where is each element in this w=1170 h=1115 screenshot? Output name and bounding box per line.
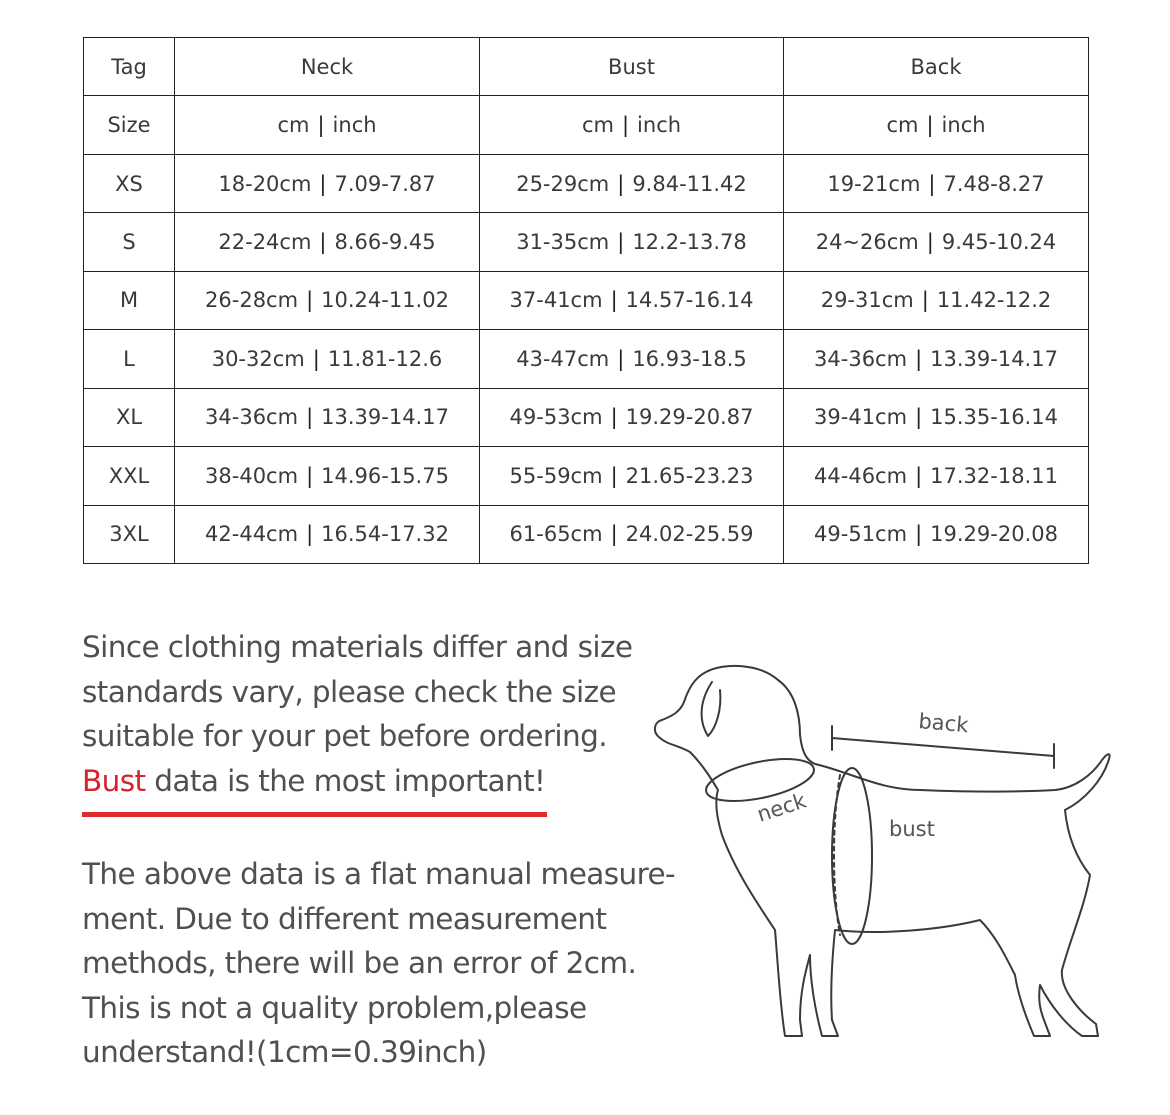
back-cell (784, 271, 1089, 329)
unit-separator: | (926, 113, 934, 138)
unit-inch: inch (332, 113, 377, 138)
unit-inch: inch (637, 113, 682, 138)
note-line: suitable for your pet before ordering. (82, 719, 607, 753)
bust-cell (480, 213, 784, 271)
value-separator: | (319, 230, 327, 255)
note-line: standards vary, please check the size (82, 674, 617, 709)
table-row (84, 154, 1089, 212)
dog-outline (655, 666, 1110, 1036)
unit-cm: cm (886, 113, 919, 138)
value-separator: | (306, 288, 314, 313)
bust-label: bust (889, 817, 935, 841)
note-line: understand!(1cm=0.39inch) (82, 1035, 487, 1069)
value-separator: | (306, 522, 314, 547)
value-separator: | (926, 230, 934, 255)
table-row (84, 271, 1089, 329)
note-line: ment. Due to different measurement (82, 901, 607, 936)
neck-cell (175, 213, 480, 271)
neck-inch-value: 11.81-12.6 (327, 346, 443, 371)
neck-cell (175, 447, 480, 505)
back-inch-value: 9.45-10.24 (941, 230, 1057, 255)
back-cell (784, 388, 1089, 446)
units-bust (480, 96, 784, 154)
note-line: This is not a quality problem,please (82, 990, 587, 1025)
bust-inch-value: 19.29-20.87 (625, 405, 754, 430)
back-cm-value: 19-21cm (827, 171, 921, 196)
table-row (84, 447, 1089, 505)
neck-cm-value: 30-32cm (211, 346, 305, 371)
units-size-label: Size (84, 96, 175, 154)
back-inch-value: 15.35-16.14 (930, 405, 1058, 430)
table-row (84, 388, 1089, 446)
bust-cm-value: 25-29cm (516, 171, 610, 196)
bust-highlight: Bust (82, 763, 146, 798)
red-underline (82, 812, 547, 817)
bust-cm-value: 37-41cm (509, 288, 603, 313)
back-cell (784, 447, 1089, 505)
bust-cm-value: 61-65cm (509, 522, 603, 547)
back-inch-value: 19.29-20.08 (930, 522, 1058, 547)
bust-band-dashed (834, 775, 840, 935)
bust-cm-value: 31-35cm (516, 230, 610, 255)
sizing-note (82, 625, 682, 803)
back-cell (784, 213, 1089, 271)
unit-inch: inch (941, 113, 986, 138)
unit-separator: | (621, 113, 630, 138)
neck-inch-value: 16.54-17.32 (321, 522, 449, 547)
value-separator: | (915, 463, 923, 488)
note-line-bust-important (82, 759, 682, 804)
neck-cm-value: 38-40cm (205, 463, 299, 488)
back-cm-value: 44-46cm (814, 463, 908, 488)
neck-inch-value: 13.39-14.17 (321, 405, 449, 430)
bust-cell (480, 154, 784, 212)
value-separator: | (610, 522, 618, 547)
bust-inch-value: 9.84-11.42 (632, 171, 747, 196)
note-line: The above data is a flat manual measure- (82, 857, 676, 891)
bust-cm-value: 55-59cm (509, 463, 603, 488)
neck-cm-value: 22-24cm (218, 230, 312, 255)
back-cm-value: 24~26cm (815, 230, 919, 255)
bust-cell (480, 447, 784, 505)
neck-cm-value: 26-28cm (205, 288, 299, 313)
bust-cell (480, 388, 784, 446)
back-cm-value: 34-36cm (814, 346, 908, 371)
size-cell: XS (84, 154, 175, 212)
neck-cell (175, 388, 480, 446)
neck-cell (175, 271, 480, 329)
note-line: methods, there will be an error of 2cm. (82, 946, 637, 980)
bust-inch-value: 24.02-25.59 (625, 522, 754, 547)
value-separator: | (617, 230, 625, 255)
back-measure-line (832, 738, 1054, 756)
unit-separator: | (317, 113, 325, 138)
value-separator: | (617, 346, 625, 371)
header-bust: Bust (480, 38, 784, 96)
unit-cm: cm (277, 113, 310, 138)
table-row (84, 505, 1089, 564)
back-cm-value: 39-41cm (814, 405, 908, 430)
header-row (84, 38, 1089, 96)
value-separator: | (312, 346, 320, 371)
back-inch-value: 7.48-8.27 (943, 171, 1045, 196)
bust-inch-value: 21.65-23.23 (625, 463, 754, 488)
size-cell: XL (84, 388, 175, 446)
header-neck: Neck (175, 38, 480, 96)
neck-inch-value: 14.96-15.75 (321, 463, 449, 488)
bust-cm-value: 49-53cm (509, 405, 603, 430)
bust-inch-value: 12.2-13.78 (632, 230, 747, 255)
back-cm-value: 49-51cm (814, 522, 908, 547)
back-cell (784, 330, 1089, 388)
back-label: back (917, 709, 970, 738)
bust-inch-value: 14.57-16.14 (625, 288, 754, 313)
dog-ear (702, 682, 721, 736)
size-cell: M (84, 271, 175, 329)
bust-cell (480, 330, 784, 388)
bust-important-text: data is the most important! (145, 763, 546, 798)
back-cell (784, 505, 1089, 564)
back-cell (784, 154, 1089, 212)
unit-cm: cm (581, 113, 614, 138)
value-separator: | (928, 171, 936, 196)
value-separator: | (610, 288, 618, 313)
units-neck (175, 96, 480, 154)
bust-cell (480, 271, 784, 329)
table-row (84, 213, 1089, 271)
value-separator: | (306, 463, 314, 488)
neck-cell (175, 505, 480, 564)
bust-inch-value: 16.93-18.5 (632, 346, 747, 371)
value-separator: | (915, 522, 923, 547)
note-line: Since clothing materials differ and size (82, 630, 633, 664)
units-back (784, 96, 1089, 154)
value-separator: | (319, 171, 327, 196)
header-back: Back (784, 38, 1089, 96)
back-inch-value: 11.42-12.2 (936, 288, 1052, 313)
bust-cell (480, 505, 784, 564)
neck-inch-value: 8.66-9.45 (334, 230, 436, 255)
bust-cm-value: 43-47cm (516, 346, 610, 371)
neck-cell (175, 330, 480, 388)
value-separator: | (306, 405, 314, 430)
header-tag: Tag (84, 38, 175, 96)
size-chart-table (83, 37, 1089, 564)
size-chart-body (84, 38, 1089, 564)
value-separator: | (915, 405, 923, 430)
value-separator: | (610, 463, 618, 488)
value-separator: | (610, 405, 618, 430)
back-inch-value: 13.39-14.17 (930, 346, 1058, 371)
value-separator: | (921, 288, 929, 313)
back-inch-value: 17.32-18.11 (930, 463, 1058, 488)
measurement-note (82, 852, 702, 1075)
neck-inch-value: 7.09-7.87 (334, 171, 436, 196)
value-separator: | (915, 346, 923, 371)
size-cell: L (84, 330, 175, 388)
value-separator: | (617, 171, 625, 196)
size-cell: XXL (84, 447, 175, 505)
neck-cm-value: 42-44cm (205, 522, 299, 547)
size-cell: S (84, 213, 175, 271)
table-row (84, 330, 1089, 388)
back-cm-value: 29-31cm (820, 288, 914, 313)
neck-cm-value: 18-20cm (218, 171, 312, 196)
neck-label: neck (754, 788, 810, 827)
neck-cell (175, 154, 480, 212)
dog-measurement-diagram (640, 640, 1120, 1090)
neck-inch-value: 10.24-11.02 (321, 288, 449, 313)
size-cell: 3XL (84, 505, 175, 564)
neck-cm-value: 34-36cm (205, 405, 299, 430)
units-row (84, 96, 1089, 154)
